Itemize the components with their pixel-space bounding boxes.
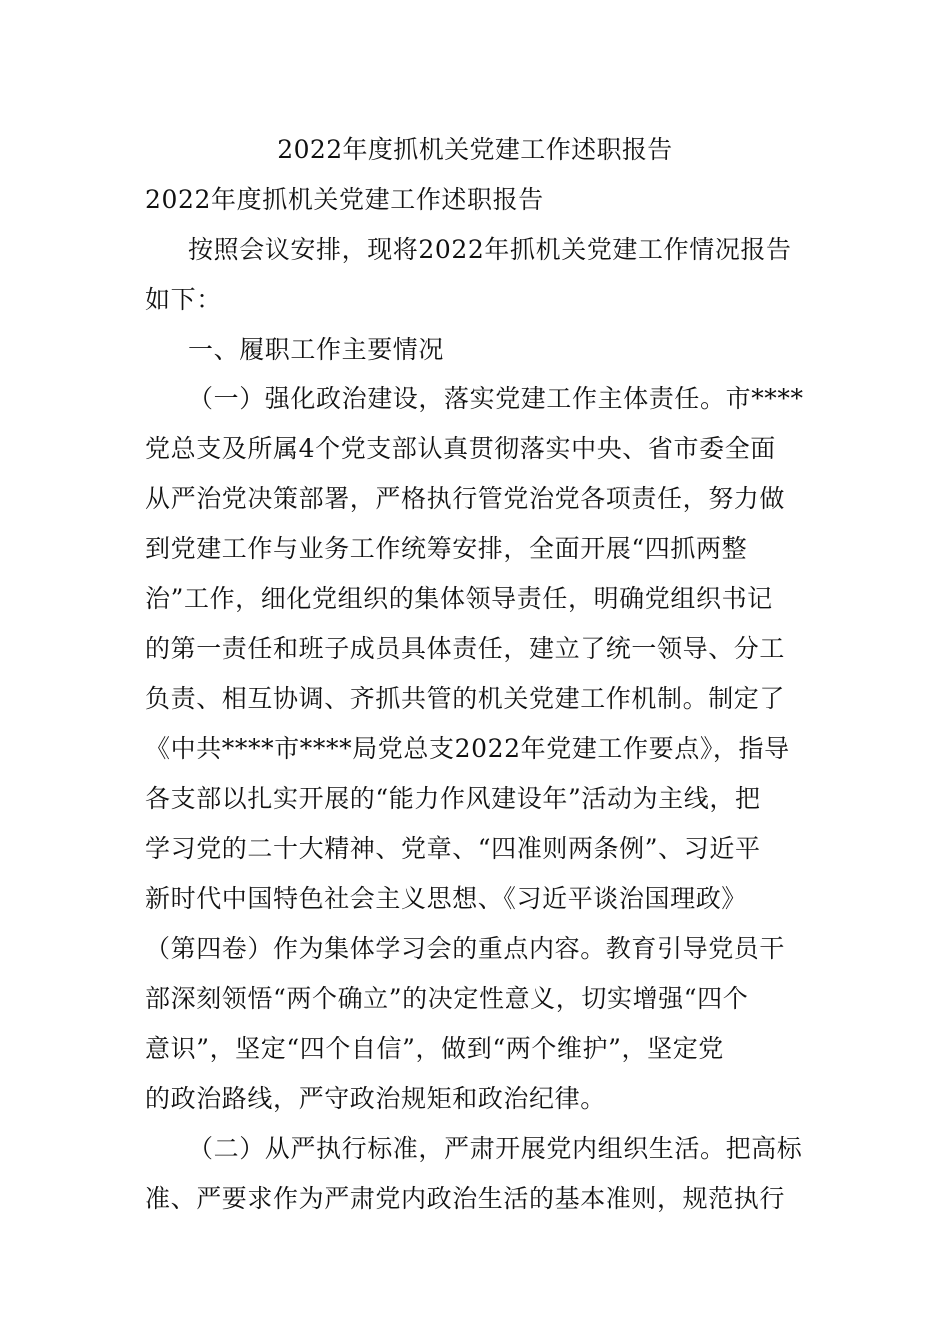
document-subtitle: 2022年度抓机关党建工作述职报告 — [145, 185, 544, 214]
section-heading: 一、履职工作主要情况 — [188, 335, 445, 364]
document-title: 2022年度抓机关党建工作述职报告 — [277, 135, 673, 164]
paragraph-line: 学习党的二十大精神、党章、“四准则两条例”、习近平 — [145, 834, 761, 863]
paragraph-line: 从严治党决策部署，严格执行管党治党各项责任，努力做 — [145, 484, 786, 513]
paragraph-line: （第四卷）作为集体学习会的重点内容。教育引导党员干 — [145, 934, 786, 963]
paragraph-line: 的第一责任和班子成员具体责任，建立了统一领导、分工 — [145, 634, 786, 663]
paragraph-line: 各支部以扎实开展的“能力作风建设年”活动为主线，把 — [145, 784, 761, 813]
paragraph-line: 新时代中国特色社会主义思想、《习近平谈治国理政》 — [145, 884, 747, 913]
paragraph-line: 党总支及所属4个党支部认真贯彻落实中央、省市委全面 — [145, 434, 776, 463]
paragraph-line: 按照会议安排，现将2022年抓机关党建工作情况报告 — [188, 235, 792, 264]
paragraph-line: 如下： — [145, 285, 222, 314]
paragraph-line: 《中共****市****局党总支2022年党建工作要点》，指导 — [145, 734, 790, 763]
paragraph-line: 治”工作，细化党组织的集体领导责任，明确党组织书记 — [145, 584, 773, 613]
paragraph-line: 的政治路线，严守政治规矩和政治纪律。 — [145, 1084, 606, 1113]
paragraph-line: （一）强化政治建设，落实党建工作主体责任。市**** — [188, 384, 804, 413]
paragraph-line: 部深刻领悟“两个确立”的决定性意义，切实增强“四个 — [145, 984, 749, 1013]
paragraph-line: 到党建工作与业务工作统筹安排，全面开展“四抓两整 — [145, 534, 748, 563]
paragraph-line: 准、严要求作为严肃党内政治生活的基本准则，规范执行 — [145, 1184, 786, 1213]
paragraph-line: 意识”，坚定“四个自信”，做到“两个维护”，坚定党 — [145, 1034, 724, 1063]
paragraph-line: （二）从严执行标准，严肃开展党内组织生活。把高标 — [188, 1134, 803, 1163]
paragraph-line: 负责、相互协调、齐抓共管的机关党建工作机制。制定了 — [145, 684, 786, 713]
